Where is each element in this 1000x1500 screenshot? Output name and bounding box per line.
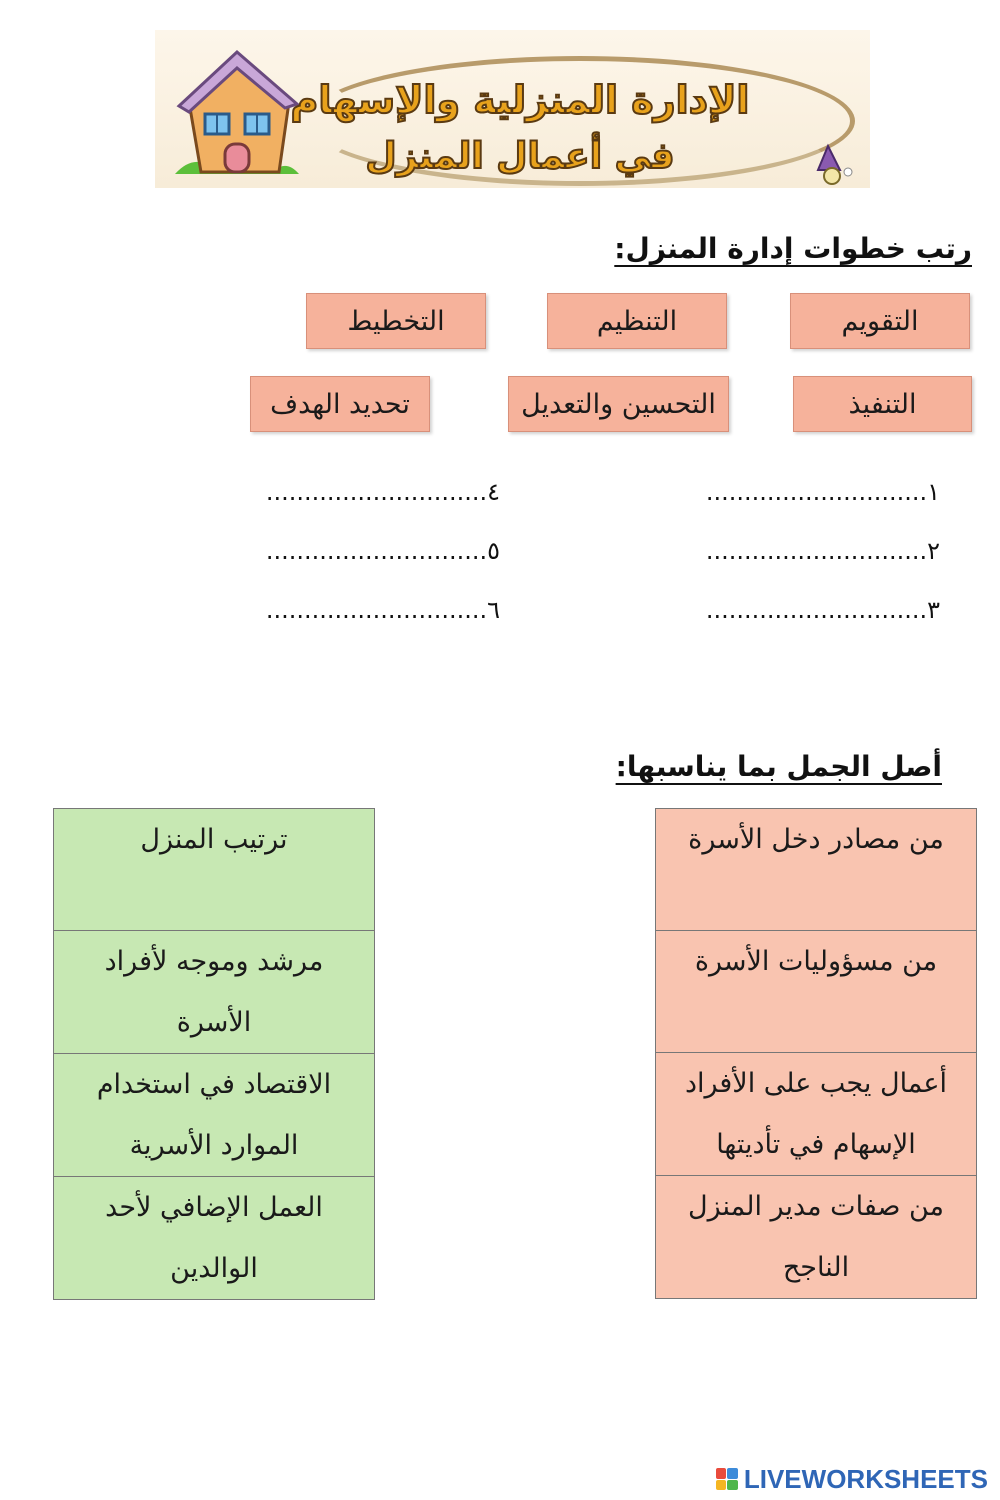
brand-name: LIVEWORKSHEETS [743, 1463, 988, 1494]
cell-line: من صفات مدير المنزل [687, 1191, 945, 1222]
match-right-cell[interactable] [656, 809, 977, 931]
match-left-cell[interactable] [54, 809, 375, 931]
table-row [54, 1177, 375, 1300]
table-row [54, 931, 375, 1054]
table-row [54, 1054, 375, 1177]
house-icon [167, 44, 307, 184]
answer-blank[interactable]: ............................ [705, 596, 920, 624]
match-left-cell[interactable] [54, 931, 375, 1054]
answer-line-3[interactable] [706, 596, 940, 624]
cell-line: مرشد وموجه لأفراد [104, 946, 324, 977]
cell-line: الناجح [782, 1252, 850, 1283]
table-row [54, 809, 375, 931]
step-box-organizing[interactable]: التنظيم [547, 293, 727, 349]
answer-line-1[interactable] [706, 478, 940, 506]
answer-line-5[interactable] [266, 537, 500, 565]
step-box-planning[interactable]: التخطيط [306, 293, 486, 349]
order-steps-heading: رتب خطوات إدارة المنزل: [614, 232, 972, 265]
step-box-evaluation[interactable]: التقويم [790, 293, 970, 349]
cell-line: الوالدين [170, 1253, 258, 1284]
match-left-column [53, 808, 375, 1300]
cell-line: الأسرة [176, 1007, 252, 1038]
answer-blank[interactable]: ............................ [265, 537, 480, 565]
match-left-cell[interactable] [54, 1177, 375, 1300]
match-right-cell[interactable] [656, 1176, 977, 1299]
match-sentences-heading: أصل الجمل بما يناسبها: [615, 750, 942, 783]
cell-line: العمل الإضافي لأحد [105, 1192, 323, 1223]
cell-line: ترتيب المنزل [140, 824, 288, 855]
match-right-cell[interactable] [656, 931, 977, 1053]
answer-number: ٥. [479, 537, 500, 565]
banner-title-line2: في أعمال المنزل [365, 136, 675, 177]
answer-number: ٤. [479, 478, 500, 506]
answer-number: ٦. [479, 596, 500, 624]
answer-blank[interactable]: ............................ [265, 478, 480, 506]
table-row [656, 931, 977, 1053]
answer-line-2[interactable] [706, 537, 940, 565]
header-banner [155, 30, 870, 188]
table-row [656, 1176, 977, 1299]
step-box-improvement[interactable]: التحسين والتعديل [508, 376, 729, 432]
step-box-execution[interactable]: التنفيذ [793, 376, 972, 432]
cell-line: من مسؤوليات الأسرة [694, 946, 938, 977]
table-row [656, 1053, 977, 1176]
cell-line: الاقتصاد في استخدام [96, 1069, 332, 1100]
answer-blank[interactable]: ............................ [265, 596, 480, 624]
liveworksheets-logo[interactable] [716, 1462, 988, 1496]
wizard-icon [810, 142, 860, 186]
cell-line: الإسهام في تأديتها [716, 1129, 916, 1160]
answer-number: ٣. [919, 596, 940, 624]
match-right-column [655, 808, 977, 1299]
answer-number: ١. [919, 478, 940, 506]
answer-blank[interactable]: ............................ [705, 537, 920, 565]
match-right-cell[interactable] [656, 1053, 977, 1176]
banner-title-line1: الإدارة المنزلية والإسهام [290, 78, 750, 122]
liveworksheets-icon [716, 1468, 738, 1490]
step-box-goal-setting[interactable]: تحديد الهدف [250, 376, 430, 432]
table-row [656, 809, 977, 931]
answer-line-4[interactable] [266, 478, 500, 506]
answer-blank[interactable]: ............................ [705, 478, 920, 506]
match-left-cell[interactable] [54, 1054, 375, 1177]
cell-line: أعمال يجب على الأفراد [684, 1068, 948, 1099]
answer-line-6[interactable] [266, 596, 500, 624]
answer-number: ٢. [919, 537, 940, 565]
cell-line: الموارد الأسرية [129, 1130, 299, 1161]
cell-line: من مصادر دخل الأسرة [688, 824, 944, 855]
